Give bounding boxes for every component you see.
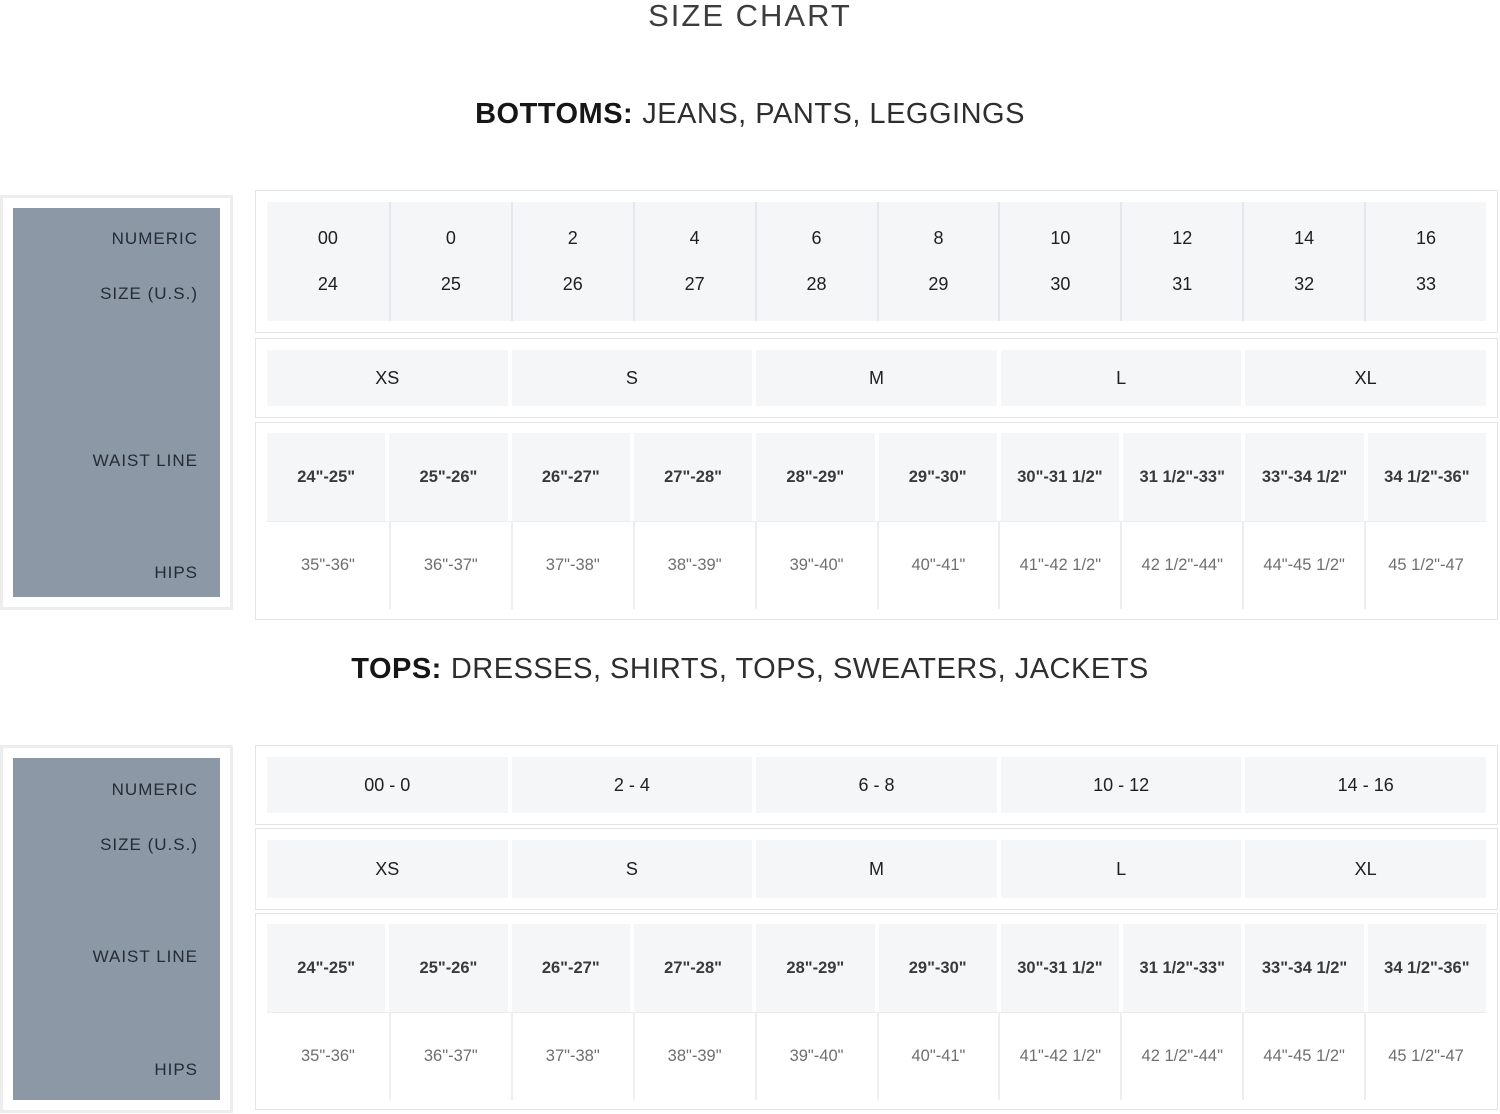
waist-cell: 30"-31 1/2" bbox=[1001, 433, 1119, 521]
hips-cell: 36"-37" bbox=[389, 522, 511, 609]
waist-size-value: 32 bbox=[1294, 274, 1315, 295]
hips-cell: 45 1/2"-47 bbox=[1364, 1013, 1486, 1100]
waist-cell: 33"-34 1/2" bbox=[1245, 924, 1363, 1012]
bottoms-row-labels-panel bbox=[0, 195, 233, 610]
waist-cell: 34 1/2"-36" bbox=[1368, 433, 1486, 521]
waist-cell: 24"-25" bbox=[267, 924, 385, 1012]
numeric-size-cell bbox=[1364, 202, 1486, 321]
bottoms-heading-category: BOTTOMS: bbox=[475, 98, 634, 130]
size-value: 2 bbox=[567, 227, 578, 248]
hips-cell: 40"-41" bbox=[877, 1013, 999, 1100]
numeric-size-cell bbox=[755, 202, 877, 321]
size-value: 6 bbox=[811, 227, 822, 248]
letter-size-cell: L bbox=[1001, 350, 1242, 406]
numeric-size-cell bbox=[1120, 202, 1242, 321]
hips-cell: 38"-39" bbox=[633, 522, 755, 609]
numeric-size-cell bbox=[1242, 202, 1364, 321]
size-value: 14 bbox=[1294, 227, 1315, 248]
tops-section-heading bbox=[0, 653, 1500, 686]
hips-cell: 36"-37" bbox=[389, 1013, 511, 1100]
page-title: SIZE CHART bbox=[648, 0, 852, 33]
letter-size-cell: M bbox=[756, 350, 997, 406]
numeric-size-cell bbox=[633, 202, 755, 321]
waist-cell: 27"-28" bbox=[634, 433, 752, 521]
bottoms-waist-line-row bbox=[267, 433, 1486, 521]
hips-cell: 37"-38" bbox=[511, 522, 633, 609]
tops-label-size-us: SIZE (U.S.) bbox=[100, 835, 198, 854]
letter-size-cell: XS bbox=[267, 840, 508, 898]
bottoms-label-numeric: NUMERIC bbox=[111, 229, 198, 248]
tops-row-labels-panel bbox=[0, 745, 233, 1113]
waist-size-value: 29 bbox=[928, 274, 949, 295]
numeric-size-range-cell: 10 - 12 bbox=[1001, 757, 1242, 813]
tops-numeric-size-row bbox=[267, 757, 1486, 813]
tops-numeric-size-table bbox=[255, 745, 1498, 825]
tops-heading-items: DRESSES, SHIRTS, TOPS, SWEATERS, JACKETS bbox=[450, 653, 1149, 685]
hips-cell: 45 1/2"-47 bbox=[1364, 522, 1486, 609]
waist-cell: 28"-29" bbox=[756, 924, 874, 1012]
tops-label-hips: HIPS bbox=[154, 1060, 198, 1079]
waist-size-value: 30 bbox=[1050, 274, 1071, 295]
bottoms-label-size-us: SIZE (U.S.) bbox=[100, 284, 198, 303]
hips-cell: 41"-42 1/2" bbox=[998, 1013, 1120, 1100]
numeric-size-cell bbox=[998, 202, 1120, 321]
size-value: 10 bbox=[1050, 227, 1071, 248]
hips-cell: 40"-41" bbox=[877, 522, 999, 609]
hips-cell: 41"-42 1/2" bbox=[998, 522, 1120, 609]
letter-size-cell: S bbox=[512, 840, 753, 898]
numeric-size-cell bbox=[511, 202, 633, 321]
waist-size-value: 27 bbox=[684, 274, 705, 295]
waist-size-value: 28 bbox=[806, 274, 827, 295]
waist-cell: 25"-26" bbox=[389, 433, 507, 521]
waist-size-value: 26 bbox=[562, 274, 583, 295]
hips-cell: 35"-36" bbox=[267, 522, 389, 609]
waist-size-value: 25 bbox=[440, 274, 461, 295]
waist-cell: 30"-31 1/2" bbox=[1001, 924, 1119, 1012]
hips-cell: 44"-45 1/2" bbox=[1242, 1013, 1364, 1100]
size-value: 4 bbox=[689, 227, 700, 248]
waist-cell: 25"-26" bbox=[389, 924, 507, 1012]
bottoms-row-labels-background bbox=[13, 208, 220, 597]
tops-label-waist-line: WAIST LINE bbox=[92, 947, 198, 966]
waist-cell: 29"-30" bbox=[879, 433, 997, 521]
waist-cell: 28"-29" bbox=[756, 433, 874, 521]
tops-hips-row bbox=[267, 1012, 1486, 1100]
numeric-size-cell bbox=[389, 202, 511, 321]
bottoms-section-heading bbox=[0, 98, 1500, 131]
size-value: 12 bbox=[1172, 227, 1193, 248]
letter-size-cell: L bbox=[1001, 840, 1242, 898]
waist-size-value: 33 bbox=[1416, 274, 1437, 295]
bottoms-letter-size-table bbox=[255, 338, 1498, 418]
waist-cell: 24"-25" bbox=[267, 433, 385, 521]
hips-cell: 42 1/2"-44" bbox=[1120, 522, 1242, 609]
waist-cell: 33"-34 1/2" bbox=[1245, 433, 1363, 521]
letter-size-cell: S bbox=[512, 350, 753, 406]
numeric-size-range-cell: 00 - 0 bbox=[267, 757, 508, 813]
bottoms-letter-size-row bbox=[267, 350, 1486, 406]
waist-size-value: 24 bbox=[317, 274, 338, 295]
size-value: 0 bbox=[445, 227, 456, 248]
hips-cell: 38"-39" bbox=[633, 1013, 755, 1100]
bottoms-label-hips: HIPS bbox=[154, 563, 198, 582]
hips-cell: 44"-45 1/2" bbox=[1242, 522, 1364, 609]
bottoms-numeric-size-table bbox=[255, 190, 1498, 333]
tops-label-numeric: NUMERIC bbox=[111, 780, 198, 799]
bottoms-numeric-size-row bbox=[267, 202, 1486, 321]
letter-size-cell: M bbox=[756, 840, 997, 898]
bottoms-measurements-table bbox=[255, 422, 1498, 620]
hips-cell: 42 1/2"-44" bbox=[1120, 1013, 1242, 1100]
tops-waist-line-row bbox=[267, 924, 1486, 1012]
numeric-size-cell bbox=[877, 202, 999, 321]
waist-cell: 26"-27" bbox=[512, 433, 630, 521]
tops-row-labels-background bbox=[13, 758, 220, 1100]
numeric-size-cell bbox=[267, 202, 389, 321]
tops-heading-category: TOPS: bbox=[351, 653, 442, 685]
letter-size-cell: XL bbox=[1245, 840, 1486, 898]
letter-size-cell: XS bbox=[267, 350, 508, 406]
waist-cell: 34 1/2"-36" bbox=[1368, 924, 1486, 1012]
bottoms-hips-row bbox=[267, 521, 1486, 609]
waist-cell: 27"-28" bbox=[634, 924, 752, 1012]
waist-cell: 31 1/2"-33" bbox=[1123, 924, 1241, 1012]
hips-cell: 37"-38" bbox=[511, 1013, 633, 1100]
size-value: 00 bbox=[317, 227, 338, 248]
hips-cell: 35"-36" bbox=[267, 1013, 389, 1100]
tops-letter-size-table bbox=[255, 828, 1498, 910]
size-value: 16 bbox=[1416, 227, 1437, 248]
bottoms-heading-items: JEANS, PANTS, LEGGINGS bbox=[642, 98, 1025, 130]
waist-cell: 26"-27" bbox=[512, 924, 630, 1012]
tops-measurements-table bbox=[255, 913, 1498, 1110]
bottoms-label-waist-line: WAIST LINE bbox=[92, 451, 198, 470]
hips-cell: 39"-40" bbox=[755, 1013, 877, 1100]
letter-size-cell: XL bbox=[1245, 350, 1486, 406]
numeric-size-range-cell: 6 - 8 bbox=[756, 757, 997, 813]
waist-cell: 29"-30" bbox=[879, 924, 997, 1012]
numeric-size-range-cell: 14 - 16 bbox=[1245, 757, 1486, 813]
waist-size-value: 31 bbox=[1172, 274, 1193, 295]
numeric-size-range-cell: 2 - 4 bbox=[512, 757, 753, 813]
size-value: 8 bbox=[933, 227, 944, 248]
hips-cell: 39"-40" bbox=[755, 522, 877, 609]
tops-letter-size-row bbox=[267, 840, 1486, 898]
waist-cell: 31 1/2"-33" bbox=[1123, 433, 1241, 521]
